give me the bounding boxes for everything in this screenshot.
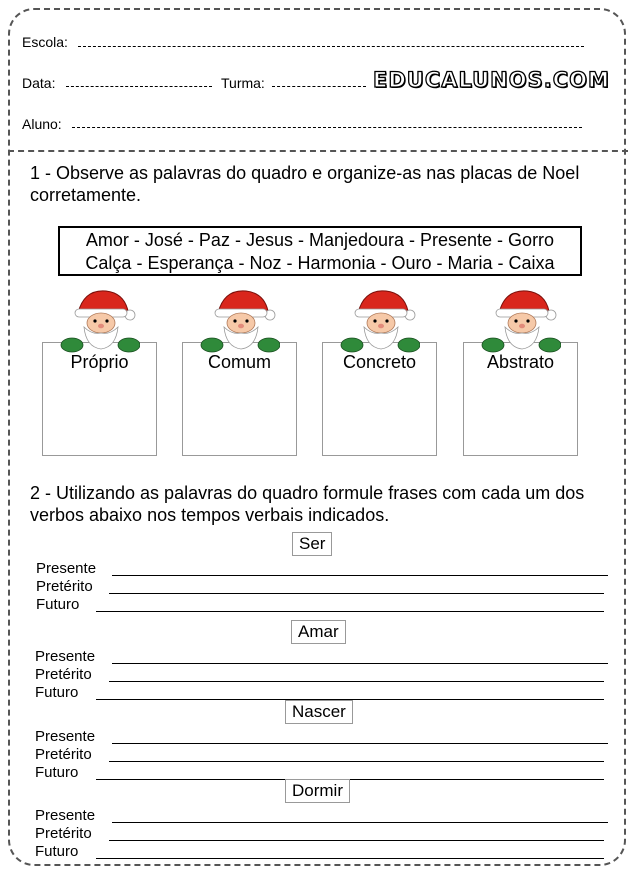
educalunos-logo: EDUCALUNOS.COM bbox=[373, 68, 610, 92]
turma-field[interactable] bbox=[272, 86, 366, 87]
answer-line[interactable] bbox=[109, 593, 604, 594]
word-box-line-1: Amor - José - Paz - Jesus - Manjedoura - Presente - Gorro bbox=[85, 230, 555, 250]
answer-line[interactable] bbox=[112, 822, 608, 823]
santa-icon bbox=[340, 285, 420, 355]
placa-label: Abstrato bbox=[486, 352, 555, 372]
data-label: Data: bbox=[22, 75, 56, 91]
placa-label: Concreto bbox=[342, 352, 417, 372]
answer-line[interactable] bbox=[112, 575, 608, 576]
tense-label: Presente bbox=[35, 807, 96, 824]
aluno-label: Aluno: bbox=[22, 116, 62, 132]
tense-label: Futuro bbox=[35, 764, 79, 781]
tense-label: Pretérito bbox=[35, 746, 92, 763]
header-separator bbox=[8, 150, 628, 152]
santa-icon bbox=[60, 285, 140, 355]
tense-label: Pretérito bbox=[36, 578, 93, 595]
word-box-line-2: Calça - Esperança - Noz - Harmonia - Ouro - Maria - Caixa bbox=[85, 253, 555, 273]
aluno-field[interactable] bbox=[72, 127, 582, 128]
answer-line[interactable] bbox=[109, 761, 604, 762]
tense-label: Pretérito bbox=[35, 825, 92, 842]
verb-label: Dormir bbox=[285, 779, 350, 803]
tense-label: Presente bbox=[36, 560, 97, 577]
santa-icon bbox=[200, 285, 280, 355]
answer-line[interactable] bbox=[112, 663, 608, 664]
answer-line[interactable] bbox=[109, 840, 604, 841]
santa-icon bbox=[481, 285, 561, 355]
question-2-text: 2 - Utilizando as palavras do quadro formule frases com cada um dos verbos abaixo nos tempos verbais indicados. bbox=[30, 483, 585, 525]
tense-label: Futuro bbox=[35, 684, 79, 701]
tense-label: Futuro bbox=[35, 843, 79, 860]
escola-label: Escola: bbox=[22, 34, 68, 50]
data-field[interactable] bbox=[66, 86, 212, 87]
answer-line[interactable] bbox=[96, 779, 604, 780]
question-1-text: 1 - Observe as palavras do quadro e organize-as nas placas de Noel corretamente. bbox=[30, 163, 580, 205]
placa-label: Comum bbox=[207, 352, 271, 372]
placa-label: Próprio bbox=[70, 352, 129, 372]
tense-label: Presente bbox=[35, 648, 96, 665]
answer-line[interactable] bbox=[96, 858, 604, 859]
tense-label: Presente bbox=[35, 728, 96, 745]
verb-label: Nascer bbox=[285, 700, 353, 724]
turma-label: Turma: bbox=[221, 75, 265, 91]
verb-label: Amar bbox=[291, 620, 346, 644]
word-box bbox=[58, 226, 582, 276]
tense-label: Futuro bbox=[36, 596, 80, 613]
answer-line[interactable] bbox=[112, 743, 608, 744]
verb-label: Ser bbox=[292, 532, 332, 556]
escola-field[interactable] bbox=[78, 46, 584, 47]
answer-line[interactable] bbox=[109, 681, 604, 682]
answer-line[interactable] bbox=[96, 611, 604, 612]
tense-label: Pretérito bbox=[35, 666, 92, 683]
